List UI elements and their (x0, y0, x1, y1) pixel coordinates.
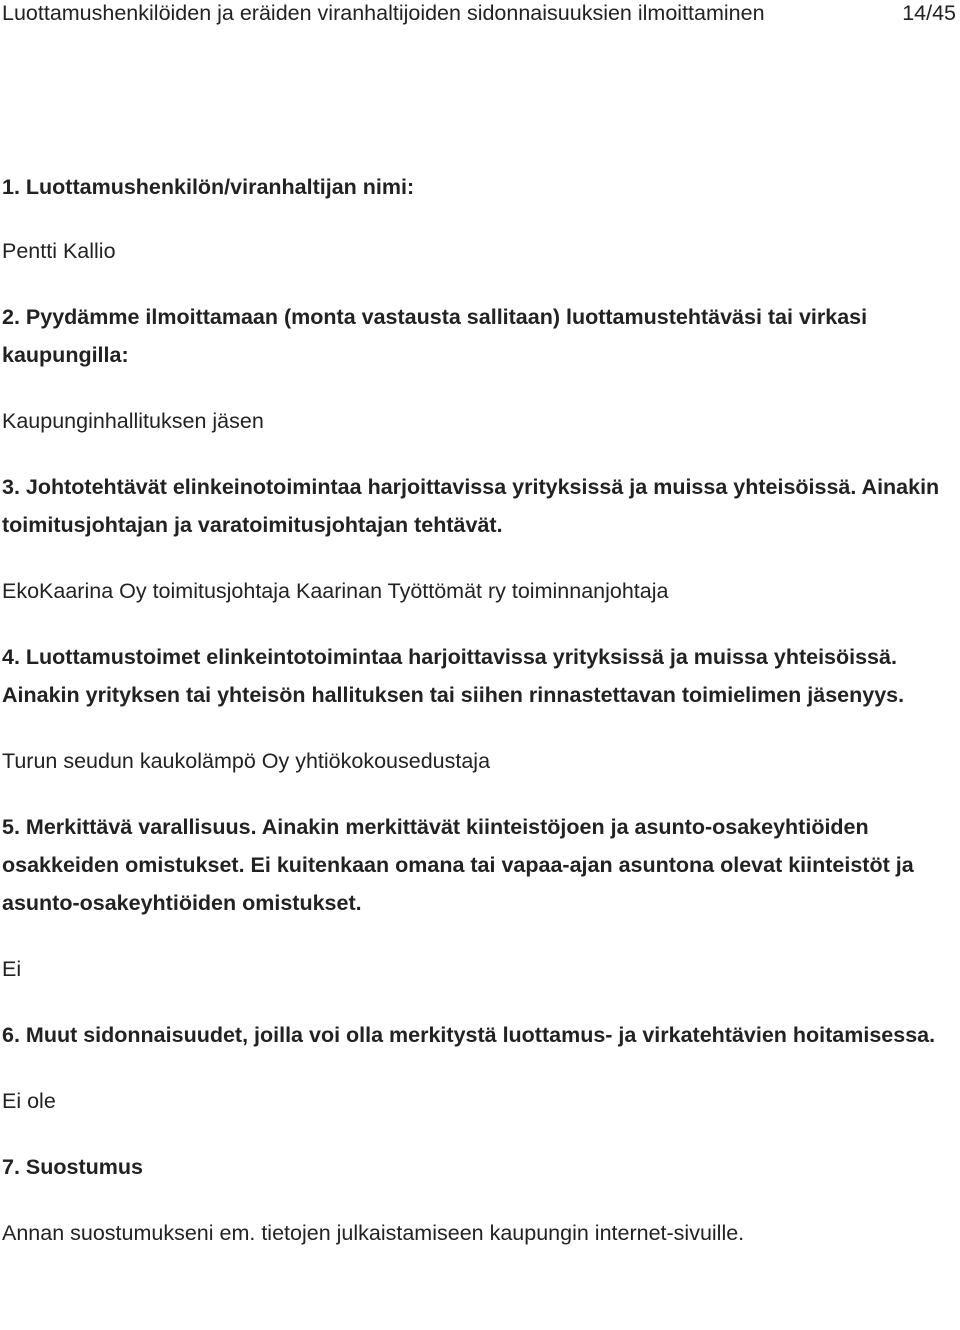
section-6 (2, 1016, 952, 1120)
section-3 (2, 468, 952, 610)
form-content (2, 168, 952, 1280)
answer-1: Pentti Kallio (2, 239, 116, 263)
page-header (2, 0, 958, 26)
question-1: 1. Luottamushenkilön/viranhaltijan nimi: (2, 175, 415, 199)
question-6: 6. Muut sidonnaisuudet, joilla voi olla merkitystä luottamus- ja virkatehtävien hoitamisessa. (2, 1023, 936, 1047)
section-2 (2, 298, 952, 440)
answer-6: Ei ole (2, 1089, 56, 1113)
page-number: 14/45 (902, 1, 956, 25)
question-2: 2. Pyydämme ilmoittamaan (monta vastausta sallitaan) luottamustehtäväsi tai virkasi kaupungilla: (2, 305, 868, 367)
section-4 (2, 638, 952, 780)
section-7 (2, 1148, 952, 1252)
answer-2: Kaupunginhallituksen jäsen (2, 409, 264, 433)
answer-3: EkoKaarina Oy toimitusjohtaja Kaarinan Työttömät ry toiminnanjohtaja (2, 579, 669, 603)
answer-5: Ei (2, 957, 22, 981)
question-5: 5. Merkittävä varallisuus. Ainakin merkittävät kiinteistöjoen ja asunto-osakeyhtiöiden osakkeiden omistukset. Ei kuitenkaan omana tai vapaa-ajan asuntona olevat kiinteistöt ja asunto-osakeyhtiöiden omistukset. (2, 815, 914, 915)
section-5 (2, 808, 952, 988)
section-1 (2, 168, 952, 270)
question-7: 7. Suostumus (2, 1155, 143, 1179)
answer-7: Annan suostumukseni em. tietojen julkaistamiseen kaupungin internet-sivuille. (2, 1221, 745, 1245)
document-title: Luottamushenkilöiden ja eräiden viranhaltijoiden sidonnaisuuksien ilmoittaminen (2, 1, 765, 25)
question-4: 4. Luottamustoimet elinkeintotoimintaa harjoittavissa yrityksissä ja muissa yhteisöissä. Ainakin yrityksen tai yhteisön hallituksen tai siihen rinnastettavan toimielimen jäsenyys. (2, 645, 905, 707)
answer-4: Turun seudun kaukolämpö Oy yhtiökokousedustaja (2, 749, 491, 773)
question-3: 3. Johtotehtävät elinkeinotoimintaa harjoittavissa yrityksissä ja muissa yhteisöissä. Ainakin toimitusjohtajan ja varatoimitusjohtajan tehtävät. (2, 475, 940, 537)
